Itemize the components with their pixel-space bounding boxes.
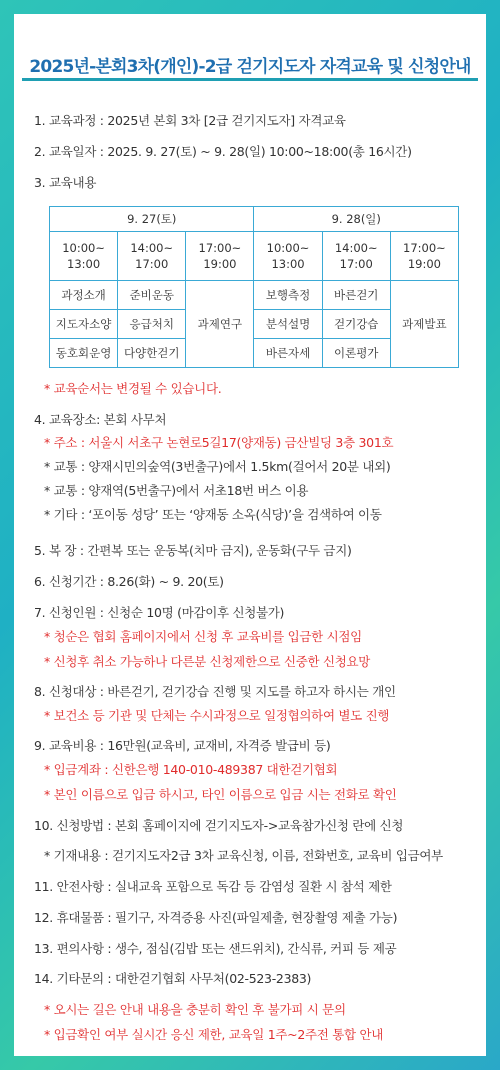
session-cell: 과정소개 xyxy=(50,281,118,310)
fee-account: * 입금계좌 : 신한은행 140-010-489387 대한걷기협회 xyxy=(44,762,338,777)
session-cell: 과제연구 xyxy=(186,281,254,368)
location-traffic-1: * 교통 : 양재시민의숲역(3번출구)에서 1.5km(걸어서 20분 내외) xyxy=(44,459,391,474)
time-cell: 14:00~ 17:00 xyxy=(322,232,390,281)
session-cell: 바른자세 xyxy=(254,339,322,368)
schedule-table xyxy=(49,206,459,368)
session-cell: 과제발표 xyxy=(390,281,458,368)
item-amenities: 13. 편의사항 : 생수, 점심(김밥 또는 샌드위치), 간식류, 커피 등 제공 xyxy=(34,941,397,956)
time-cell: 10:00~ 13:00 xyxy=(254,232,322,281)
session-cell: 걷기강습 xyxy=(322,310,390,339)
capacity-note-2: * 신청후 취소 가능하나 다른분 신청제한으로 신중한 신청요망 xyxy=(44,654,371,669)
location-traffic-2: * 교통 : 양재역(5번출구)에서 서초18번 버스 이용 xyxy=(44,483,309,498)
session-cell: 응급처치 xyxy=(118,310,186,339)
target-note: * 보건소 등 기관 및 단체는 수시과정으로 일정협의하여 별도 진행 xyxy=(44,708,390,723)
session-cell: 다양한걷기 xyxy=(118,339,186,368)
session-cell: 바른걷기 xyxy=(322,281,390,310)
session-cell: 분석설명 xyxy=(254,310,322,339)
method-note: * 기재내용 : 걷기지도자2급 3차 교육신청, 이름, 전화번호, 교육비 입금여부 xyxy=(44,848,443,863)
item-location: 4. 교육장소: 본회 사무처 xyxy=(34,412,167,427)
session-cell: 동호회운영 xyxy=(50,339,118,368)
final-note-1: * 오시는 길은 안내 내용을 충분히 확인 후 불가피 시 문의 xyxy=(44,1002,346,1017)
schedule-note: * 교육순서는 변경될 수 있습니다. xyxy=(44,381,222,396)
session-cell: 보행측정 xyxy=(254,281,322,310)
schedule-day-1: 9. 27(토) xyxy=(50,207,254,232)
item-capacity: 7. 신청인원 : 신청순 10명 (마감이후 신청불가) xyxy=(34,605,285,620)
item-date: 2. 교육일자 : 2025. 9. 27(토) ~ 9. 28(일) 10:00~18:00(총 16시간) xyxy=(34,144,412,159)
fee-note: * 본인 이름으로 입금 하시고, 타인 이름으로 입금 시는 전화로 확인 xyxy=(44,787,397,802)
session-cell: 이론평가 xyxy=(322,339,390,368)
item-content: 3. 교육내용 xyxy=(34,175,97,190)
item-supplies: 12. 휴대물품 : 필기구, 자격증용 사진(파일제출, 현장촬영 제출 가능) xyxy=(34,910,398,925)
session-cell: 준비운동 xyxy=(118,281,186,310)
notice-card xyxy=(14,14,486,1056)
item-target: 8. 신청대상 : 바른걷기, 걷기강습 진행 및 지도를 하고자 하시는 개인 xyxy=(34,684,396,699)
capacity-note-1: * 청순은 협회 홈페이지에서 신청 후 교육비를 입금한 시점임 xyxy=(44,629,362,644)
item-safety: 11. 안전사항 : 실내교육 포함으로 독감 등 감염성 질환 시 참석 제한 xyxy=(34,879,392,894)
location-etc: * 기타 : ‘포이동 성당’ 또는 ‘양재동 소옥(식당)’을 검색하여 이동 xyxy=(44,507,382,522)
page-title: 2025년-본회3차(개인)-2급 걷기지도자 자격교육 및 신청안내 xyxy=(29,57,471,77)
location-address: * 주소 : 서울시 서초구 논현로5길17(양재동) 금산빌딩 3층 301호 xyxy=(44,435,394,450)
session-cell: 지도자소양 xyxy=(50,310,118,339)
item-method: 10. 신청방법 : 본회 홈페이지에 걷기지도자->교육참가신청 란에 신청 xyxy=(34,818,404,833)
final-note-2: * 입금확인 여부 실시간 응신 제한, 교육일 1주~2주전 통합 안내 xyxy=(44,1027,383,1042)
item-contact: 14. 기타문의 : 대한걷기협회 사무처(02-523-2383) xyxy=(34,971,312,986)
time-cell: 10:00~ 13:00 xyxy=(50,232,118,281)
time-cell: 17:00~ 19:00 xyxy=(390,232,458,281)
item-dress: 5. 복 장 : 간편복 또는 운동복(치마 금지), 운동화(구두 금지) xyxy=(34,543,352,558)
item-course: 1. 교육과정 : 2025년 본회 3차 [2급 걷기지도자] 자격교육 xyxy=(34,113,346,128)
title-divider xyxy=(22,78,478,81)
schedule-day-2: 9. 28(일) xyxy=(254,207,459,232)
item-fee: 9. 교육비용 : 16만원(교육비, 교재비, 자격증 발급비 등) xyxy=(34,738,331,753)
item-period: 6. 신청기간 : 8.26(화) ~ 9. 20(토) xyxy=(34,574,224,589)
time-cell: 17:00~ 19:00 xyxy=(186,232,254,281)
time-cell: 14:00~ 17:00 xyxy=(118,232,186,281)
